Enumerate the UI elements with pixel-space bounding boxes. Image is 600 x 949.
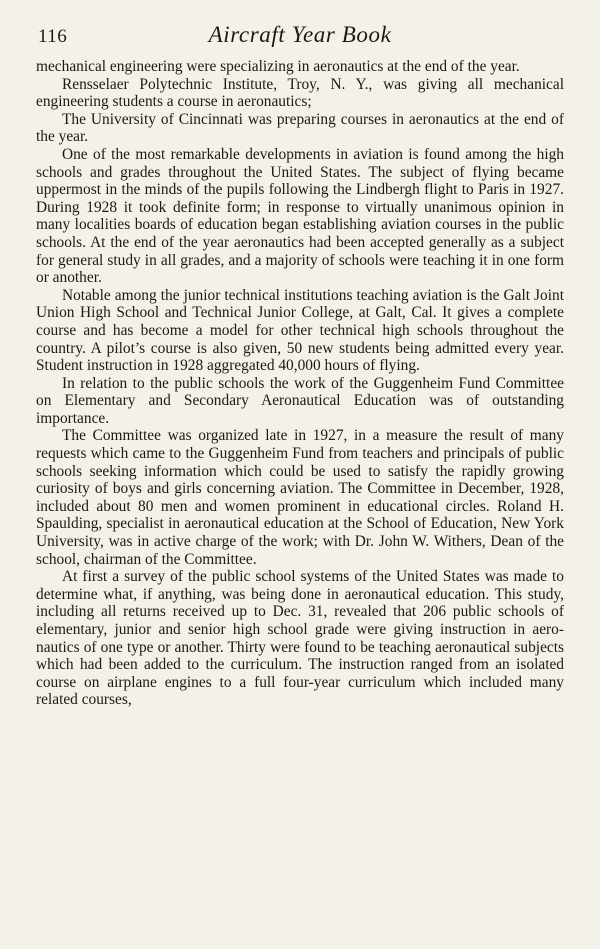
paragraph-continued: mechanical engineering were specializing in aeronautics at the end of the year. [36,58,520,75]
paragraph-high-schools: One of the most remarkable developments in aviation is found among the high schools and grades throughout the United States. The subject of flying became uppermost in the minds of the pupils following the Lindbergh flight to Paris in 1927. During 1928 it took definite form; in response to virtually unanimous opinion in many localities boards of education began establishing aviation courses in the public schools. At the end of the year aeronautics had been accepted generally as a subject for general study in all grades, and a majority of schools were teaching it in one form or another. [36,145,564,287]
paragraph-rensselaer: Rensselaer Polytechnic Institute, Troy, N. Y., was giving all mechanical engineering students a course in aeronautics; [36,75,564,111]
body-text [36,58,564,709]
paragraph-guggenheim: In relation to the public schools the work of the Guggenheim Fund Committee on Elementary and Secondary Aeronautical Education was of outstanding importance. [36,374,564,427]
paragraph-cincinnati: The University of Cincinnati was preparing courses in aeronautics at the end of the year. [36,110,564,146]
page-number: 116 [38,26,68,47]
page-header [36,22,564,52]
paragraph-committee: The Committee was organized late in 1927, in a measure the result of many requests which came to the Guggenheim Fund from teachers and principals of public schools seeking information which could be used to satisfy the rapidly growing curiosity of boys and girls concerning aviation. The Committee in December, 1928, included about 80 men and women prominent in educational circles. Roland H. Spaulding, specialist in aeronautical education at the School of Education, New York University, was in active charge of the work; with Dr. John W. Withers, Dean of the school, chairman of the Committee. [36,427,564,568]
paragraph-galt: Notable among the junior technical institutions teaching aviation is the Galt Joint Union High School and Technical Junior College, at Galt, Cal. It gives a complete course and has become a model for other technical high schools throughout the country. A pilot’s course is also given, 50 new students being admitted every year. Student instruction in 1928 aggregated 40,000 hours of flying. [36,286,564,375]
paragraph-survey: At first a survey of the public school systems of the United States was made to determine what, if anything, was being done in aeronautical education. This study, including all returns received up to Dec. 31, revealed that 206 public schools of elementary, junior and senior high school grade were giving instruction in aeronautics of one type or another. Thirty were found to be teaching aeronautical subjects which had been added to the curriculum. The instruction ranged from an isolated course on airplane engines to a full four-year curriculum which included many related courses, [36,568,564,709]
running-title: Aircraft Year Book [208,22,392,47]
